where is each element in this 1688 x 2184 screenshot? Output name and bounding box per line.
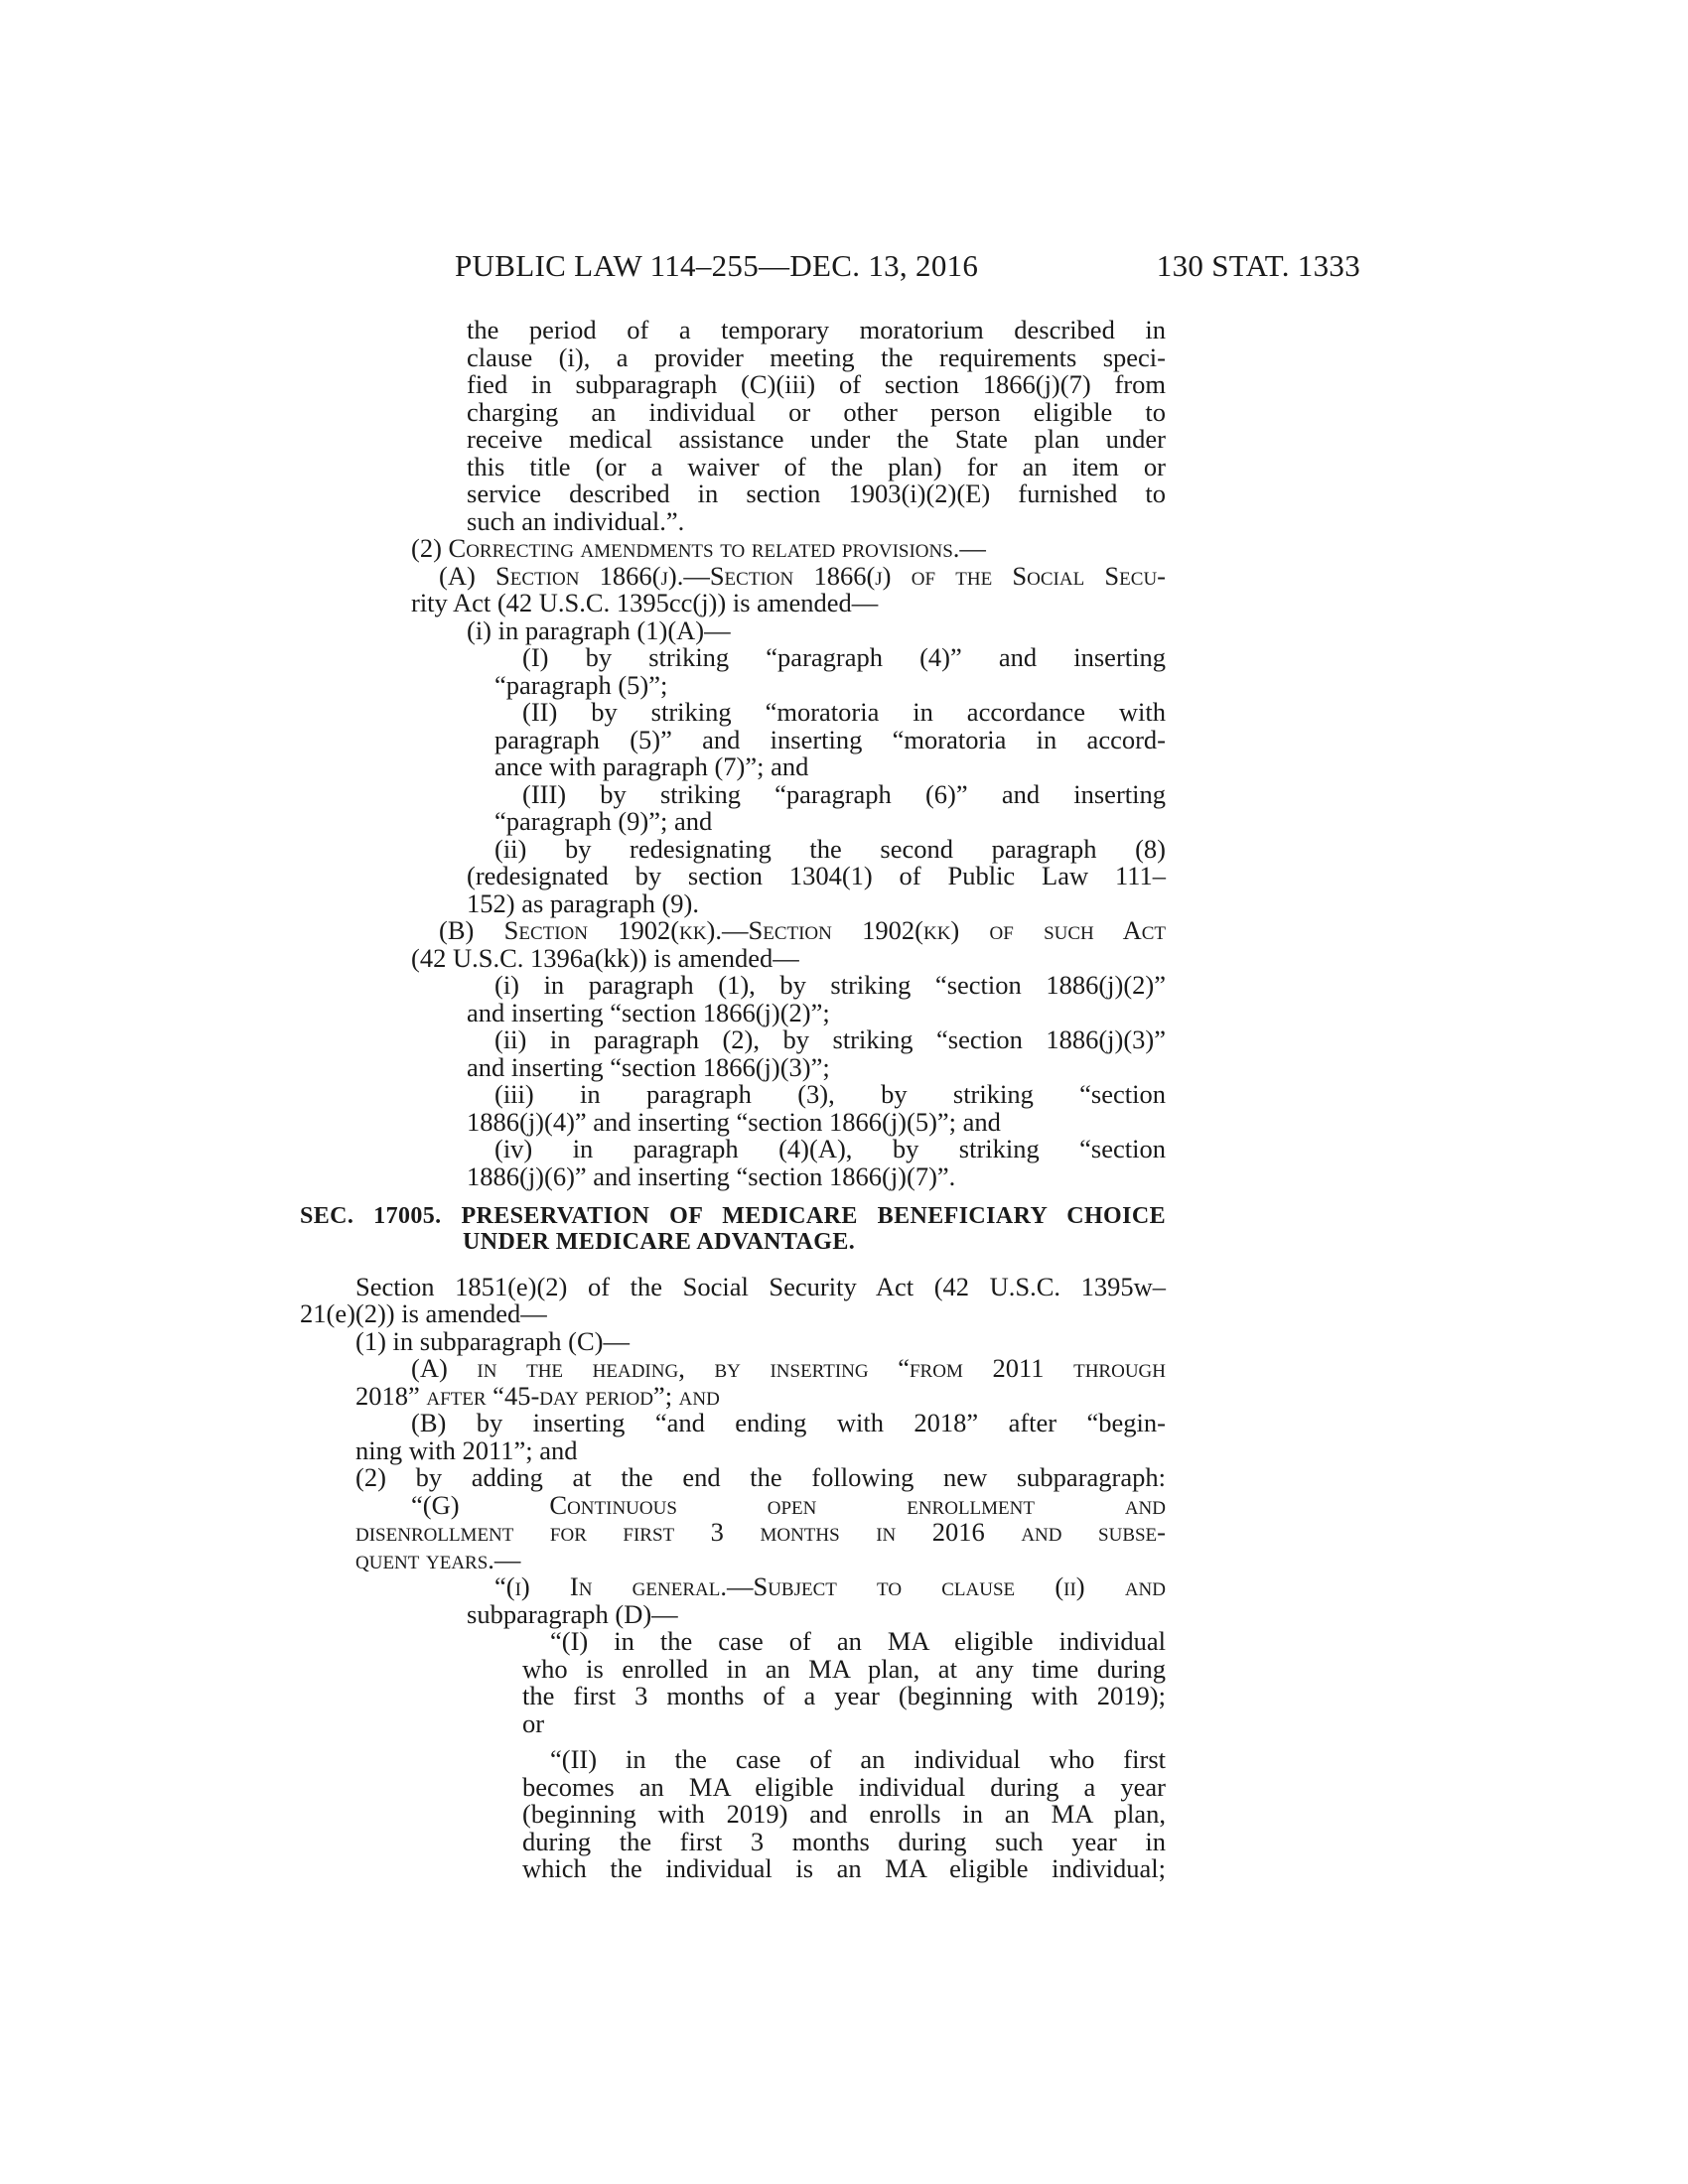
text-line: (i) in paragraph (1)(A)— (467, 615, 731, 645)
text-line: 2018” after “45-day period”; and (355, 1381, 720, 1411)
text-line: Section 1851(e)(2) of the Social Security Act (42 U.S.C. 1395w– (355, 1272, 1166, 1301)
text-line: “paragraph (9)”; and (494, 806, 713, 836)
text-line: subparagraph (D)— (467, 1599, 678, 1629)
text-line: (III) by striking “paragraph (6)” and inserting (522, 779, 1166, 809)
text-line: such an individual.”. (467, 506, 685, 536)
clause-heading: “(i) In general.—Subject to clause (ii) and (494, 1571, 1166, 1601)
text-line: “(I) in the case of an MA eligible individual (550, 1626, 1166, 1656)
text-line: and inserting “section 1866(j)(3)”; (467, 1052, 830, 1082)
text-line: (2) by adding at the end the following new subparagraph: (355, 1462, 1166, 1492)
text-line: (I) by striking “paragraph (4)” and inserting (522, 642, 1166, 672)
text-line: receive medical assistance under the State plan under (467, 424, 1166, 454)
text-line: who is enrolled in an MA plan, at any time during (522, 1654, 1166, 1684)
text-line: (A) in the heading, by inserting “from 2011 through (411, 1353, 1166, 1383)
text-line: 21(e)(2)) is amended— (300, 1298, 547, 1328)
text-line: (iv) in paragraph (4)(A), by striking “section (494, 1134, 1166, 1163)
text-line: fied in subparagraph (C)(iii) of section 1866(j)(7) from (467, 369, 1166, 399)
text-line: the period of a temporary moratorium described in (467, 315, 1166, 344)
text-line: paragraph (5)” and inserting “moratoria in accord- (494, 725, 1166, 754)
subparagraph-heading: (A) Section 1866(j).—Section 1866(j) of the Social Secu- (439, 561, 1166, 591)
text-line: “(II) in the case of an individual who first (550, 1744, 1166, 1774)
text-line: (42 U.S.C. 1396a(kk)) is amended— (411, 943, 799, 973)
text-line: ance with paragraph (7)”; and (494, 751, 809, 781)
text-line: (ii) by redesignating the second paragraph (8) (494, 834, 1166, 864)
text-line: rity Act (42 U.S.C. 1395cc(j)) is amended— (411, 588, 879, 617)
subparagraph-heading: disenrollment for first 3 months in 2016 and subse- (355, 1517, 1166, 1547)
text-line: “paragraph (5)”; (494, 670, 668, 700)
text-line: 1886(j)(6)” and inserting “section 1866(j)(7)”. (467, 1161, 956, 1191)
section-heading: SEC. 17005. PRESERVATION OF MEDICARE BENEFICIARY CHOICE (300, 1203, 1166, 1229)
subparagraph-heading: “(G) Continuous open enrollment and (411, 1490, 1166, 1520)
section-heading-continued: UNDER MEDICARE ADVANTAGE. (463, 1229, 856, 1255)
text-line: charging an individual or other person eligible to (467, 397, 1166, 427)
text-line: (redesignated by section 1304(1) of Public Law 111– (467, 861, 1166, 890)
text-line: (B) by inserting “and ending with 2018” after “begin- (411, 1408, 1166, 1437)
subparagraph-heading: (B) Section 1902(kk).—Section 1902(kk) of such Act (439, 915, 1166, 945)
header-law-citation: PUBLIC LAW 114–255—DEC. 13, 2016 (455, 248, 979, 283)
text-line: the first 3 months of a year (beginning with 2019); (522, 1681, 1166, 1710)
text-line: during the first 3 months during such year in (522, 1827, 1166, 1856)
header-stat-page: 130 STAT. 1333 (1156, 248, 1360, 283)
text-line: this title (or a waiver of the plan) for an item or (467, 452, 1166, 481)
text-line: ning with 2011”; and (355, 1435, 578, 1465)
text-line: which the individual is an MA eligible individual; (522, 1853, 1166, 1883)
paragraph-heading: (2) Correcting amendments to related provisions.— (411, 533, 986, 563)
running-header (455, 246, 1360, 286)
text-line: (II) by striking “moratoria in accordance with (522, 697, 1166, 727)
subparagraph-heading: quent years.— (355, 1545, 521, 1574)
text-line: or (522, 1708, 545, 1738)
text-line: 152) as paragraph (9). (467, 888, 699, 918)
text-line: (i) in paragraph (1), by striking “section 1886(j)(2)” (494, 970, 1166, 1000)
text-line: (1) in subparagraph (C)— (355, 1326, 630, 1356)
text-line: clause (i), a provider meeting the requirements speci- (467, 342, 1166, 372)
text-line: becomes an MA eligible individual during a year (522, 1772, 1166, 1802)
text-line: and inserting “section 1866(j)(2)”; (467, 998, 830, 1027)
text-line: (ii) in paragraph (2), by striking “section 1886(j)(3)” (494, 1024, 1166, 1054)
text-line: service described in section 1903(i)(2)(E) furnished to (467, 478, 1166, 508)
text-line: (iii) in paragraph (3), by striking “section (494, 1079, 1166, 1109)
text-line: (beginning with 2019) and enrolls in an MA plan, (522, 1799, 1166, 1829)
text-line: 1886(j)(4)” and inserting “section 1866(j)(5)”; and (467, 1107, 1001, 1137)
